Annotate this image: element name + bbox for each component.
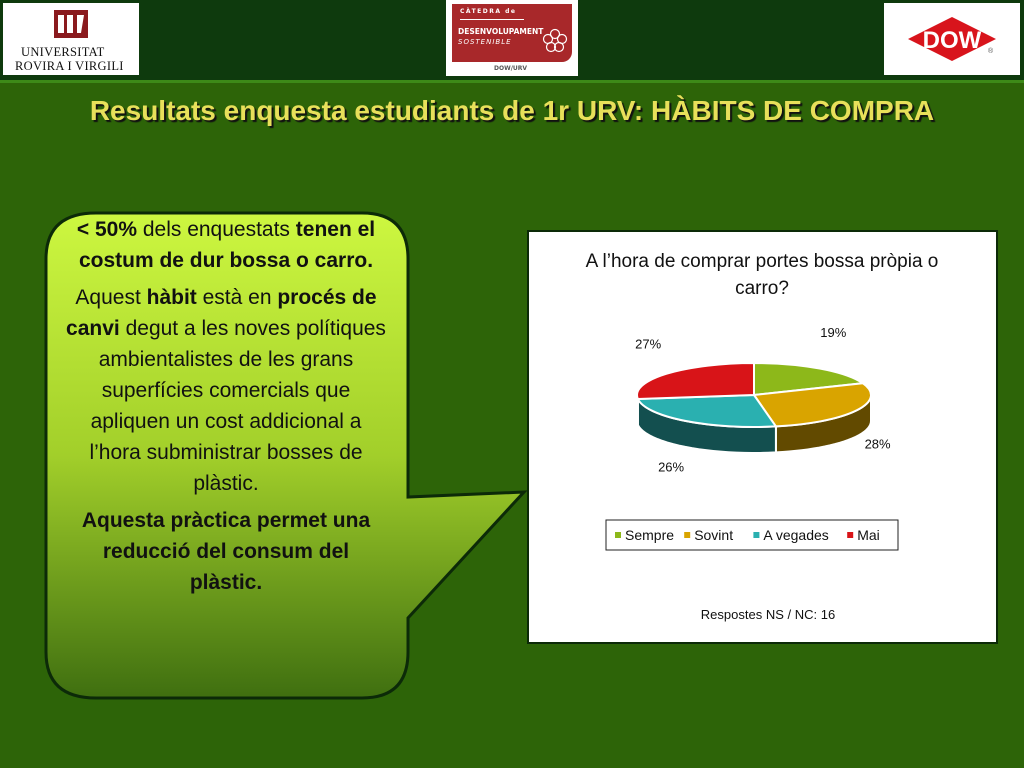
legend-label-a-vegades: A vegades [763, 527, 829, 543]
catedra-logo-line3: SOSTENIBLE [458, 38, 512, 46]
chart-footnote: Respostes NS / NC: 16 [700, 607, 836, 622]
catedra-logo-line2: DESENVOLUPAMENT [458, 27, 544, 36]
catedra-logo-footer: DOW/URV [494, 65, 528, 72]
legend-label-sovint: Sovint [694, 527, 734, 543]
legend-swatch-mai [847, 532, 853, 538]
page-title: Resultats enquesta estudiants de 1r URV: HÀBITS DE COMPRA [89, 95, 935, 126]
legend-swatch-sempre [615, 532, 621, 538]
pie-tops [637, 363, 871, 427]
pie-slice-mai [637, 363, 754, 399]
urv-logo-line2: ROVIRA I VIRGILI [15, 59, 124, 73]
bubble-p2-a: Aquest [75, 286, 147, 309]
bubble-p2-e: degut a les noves polítiques ambientalistes de les grans superfícies comercials que apliquen un cost addicional a l’hora subministrar bosses de plàstic. [89, 317, 386, 495]
bubble-p1-percent: < 50% [76, 218, 137, 241]
pie-chart [529, 232, 996, 642]
bubble-p2-c: està en [196, 286, 278, 309]
urv-logo-line1: UNIVERSITAT [21, 45, 105, 59]
bubble-p2-d: procés de canvi [66, 286, 377, 340]
data-label-mai: 27% [635, 336, 662, 352]
catedra-logo-line1: CÀTEDRA de [460, 8, 517, 15]
bubble-paragraph-3 [66, 505, 386, 598]
bubble-paragraph-1 [66, 214, 386, 276]
bubble-p3: Aquesta pràctica permet una reducció del consum del plàstic. [81, 509, 371, 594]
chart-title-line1: A l’hora de comprar portes bossa pròpia o [585, 251, 939, 272]
data-label-sovint: 28% [864, 436, 891, 452]
bubble-p1-text: dels enquestats [137, 218, 296, 241]
chart-card [527, 230, 998, 644]
bubble-p1-bold: tenen el costum de dur bossa o carro. [78, 218, 376, 272]
dow-logo-text: DOW [922, 27, 982, 54]
data-label-sempre: 19% [820, 325, 847, 341]
bubble-text [66, 214, 386, 604]
bubble-p2-b: hàbit [146, 286, 197, 309]
legend-label-sempre: Sempre [625, 527, 675, 543]
legend-swatch-a-vegades [753, 532, 759, 538]
chart-title-line2: carro? [735, 278, 789, 299]
registered-mark-icon: ® [988, 48, 994, 55]
bubble-paragraph-2 [66, 282, 386, 499]
legend-swatch-sovint [684, 532, 690, 538]
legend-label-mai: Mai [857, 527, 880, 543]
data-label-a-vegades: 26% [658, 459, 685, 475]
